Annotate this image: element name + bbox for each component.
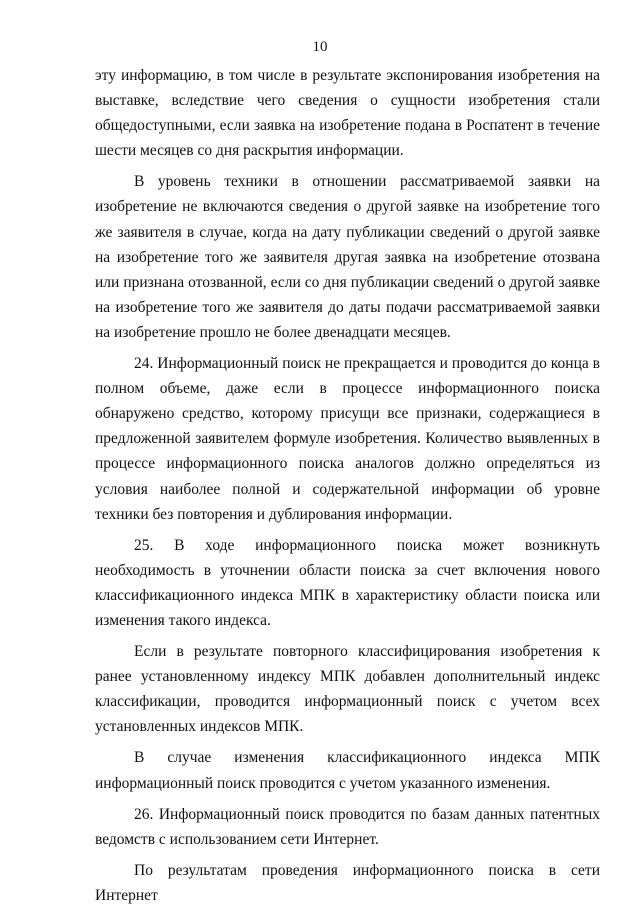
page-number: 10 [312, 39, 328, 55]
paragraph-index-change: В случае изменения классификационного индекса МПК информационный поиск проводится с учетом указанного изменения. [95, 749, 600, 792]
paragraph-reclassification: Если в результате повторного классифицирования изобретения к ранее установленному индексу МПК добавлен дополнительный индекс классификации, проводится информационный поиск с учетом всех установленных индексов МПК. [95, 643, 600, 736]
paragraph-prior-art: В уровень техники в отношении рассматриваемой заявки на изобретение не включаются сведения о другой заявке на изобретение того же заявителя в случае, когда на дату публикации сведений о другой заявке на изобретение того же заявителя другая заявка на изобретение отозвана или признана отозванной, если со дня публикации сведений о другой заявке на изобретение того же заявителя до даты подачи рассматриваемой заявки на изобретение прошло не более двенадцати месяцев. [95, 173, 600, 341]
paragraph-item-25: 25. В ходе информационного поиска может возникнуть необходимость в уточнении области поиска за счет включения нового классификационного индекса МПК в характеристику области поиска или изменения такого индекса. [95, 536, 600, 629]
paragraph-item-26: 26. Информационный поиск проводится по базам данных патентных ведомств с использованием сети Интернет. [95, 805, 600, 848]
paragraph-internet-search: По результатам проведения информационного поиска в сети Интернет [95, 861, 600, 904]
document-body [95, 63, 600, 908]
paragraph-item-24: 24. Информационный поиск не прекращается и проводится до конца в полном объеме, даже если в процессе информационного поиска обнаружено средство, которому присущи все признаки, содержащиеся в предложенной заявителем формуле изобретения. Количество выявленных в процессе информационного поиска аналогов должно определяться из условия наиболее полной и содержательной информации об уровне техники без повторения и дублирования информации. [95, 355, 600, 523]
paragraph-continuation: эту информацию, в том числе в результате экспонирования изобретения на выставке, вследствие чего сведения о сущности изобретения стали общедоступными, если заявка на изобретение подана в Роспатент в течение шести месяцев со дня раскрытия информации. [95, 67, 600, 160]
